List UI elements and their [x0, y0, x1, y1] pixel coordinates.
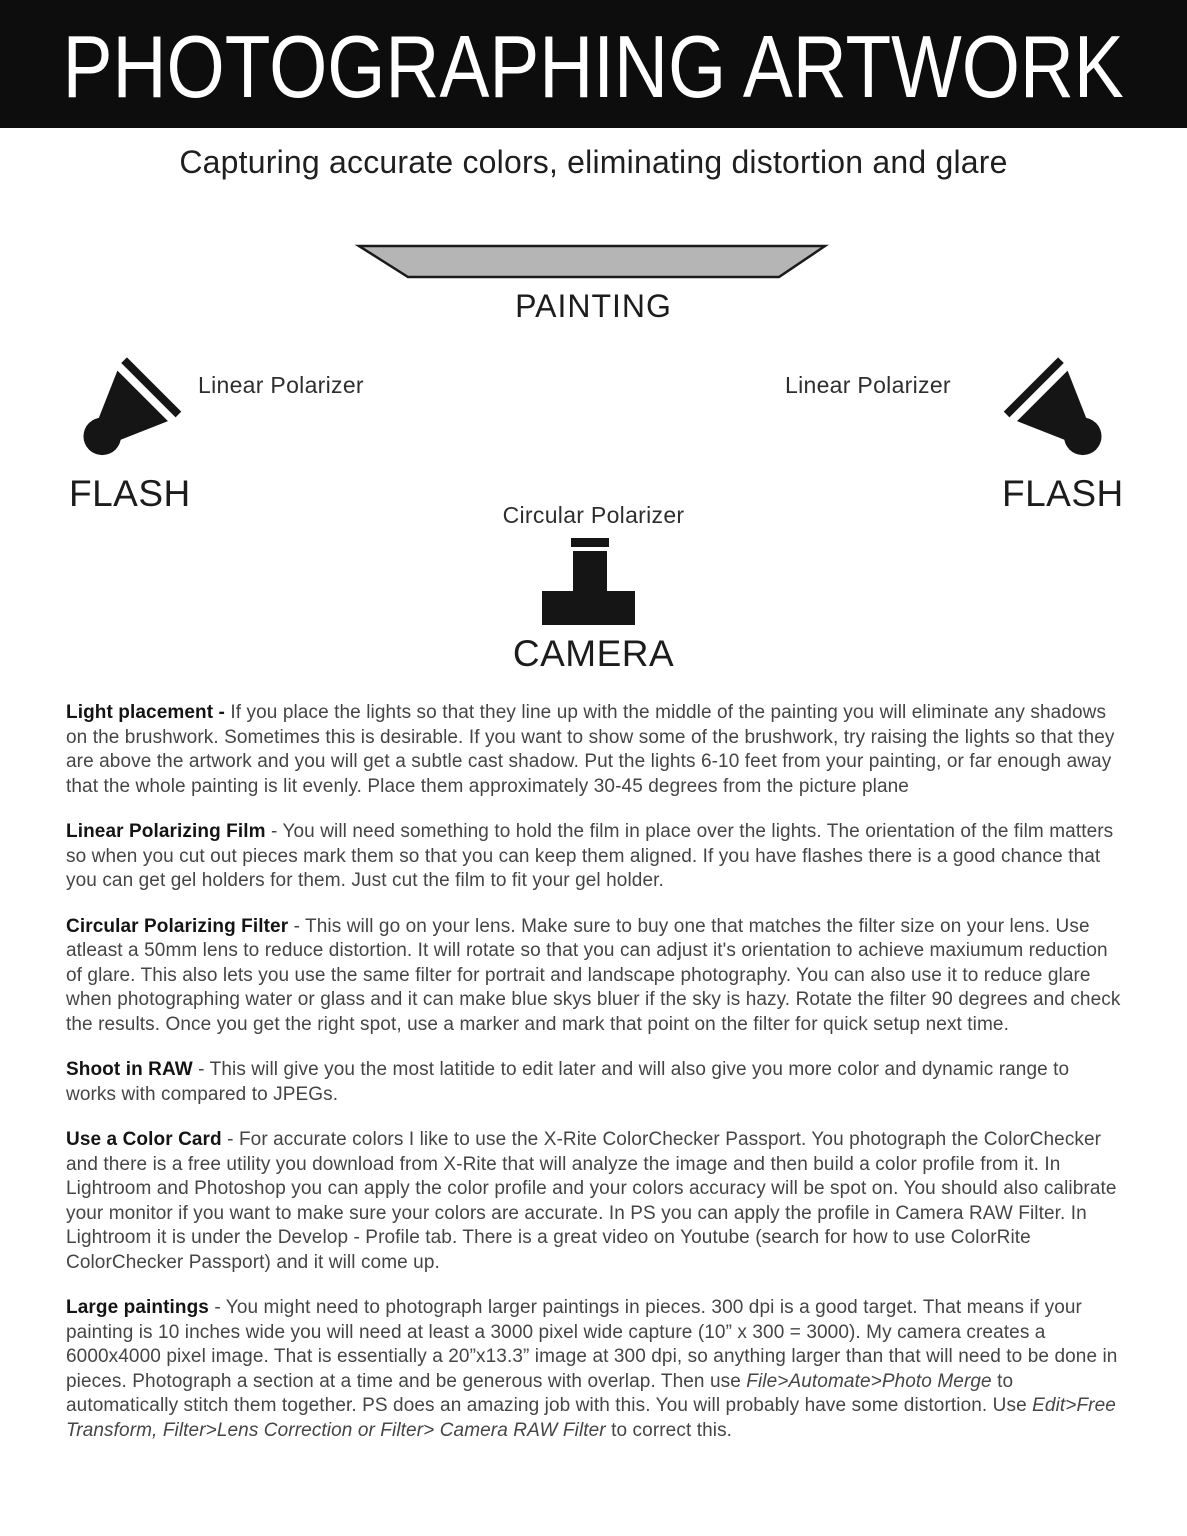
section-circular-polarizing-filter: Circular Polarizing Filter - This will go on your lens. Make sure to buy one that matches the filter size on your lens. Use atleast a 50mm lens to reduce distortion. It will rotate so that you can adjust it's orientation to achieve maxiumum reduction of glare. This also lets you use the same filter for portrait and landscape photography. You can also use it to reduce glare when photographing water or glass and it can make blue skys bluer if the sky is hazy. Rotate the filter 90 degrees and check the results. Once you get the right spot, use a marker and mark that point on the filter for quick setup next time. — [66, 915, 1121, 1035]
article-body — [66, 701, 1124, 1464]
section-linear-polarizing-film: Linear Polarizing Film - You will need something to hold the film in place over the lights. The orientation of the film matters so when you cut out pieces mark them so that you can keep them aligned. If you have flashes there is a good chance that you can get gel holders for them. Just cut the film to fit your gel holder. — [66, 821, 1114, 891]
linear-polarizer-left-label: Linear Polarizer — [198, 372, 364, 398]
painting-label: PAINTING — [515, 288, 672, 324]
camera-icon — [540, 538, 640, 628]
subtitle: Capturing accurate colors, eliminating distortion and glare — [179, 144, 1008, 180]
page-title: PHOTOGRAPHING ARTWORK — [62, 17, 1125, 116]
flash-right-label: FLASH — [1002, 473, 1124, 514]
section-large-paintings: Large paintings - You might need to photograph larger paintings in pieces. 300 dpi is a good target. That means if your painting is 10 inches wide you will need at least a 3000 pixel wide capture (10” x 300 = 3000). My camera creates a 6000x4000 pixel image. That is essentially a 20”x13.3” image at 300 dpi, so anything larger than that will need to be done in pieces. Photograph a section at a time and be generous with overlap. Then use File>Automate>Photo Merge to automatically stitch them together. PS does an amazing job with this. You will probably have some distortion. Use Edit>Free Transform, Filter>Lens Correction or Filter> Camera RAW Filter to correct this. — [66, 1297, 1118, 1441]
painting-panel — [359, 246, 825, 277]
camera-body — [542, 591, 635, 625]
linear-polarizer-right-label: Linear Polarizer — [785, 372, 951, 398]
flash-left-icon — [66, 351, 184, 469]
camera-label: CAMERA — [512, 633, 675, 674]
section-use-a-color-card: Use a Color Card - For accurate colors I like to use the X-Rite ColorChecker Passport. You photograph the ColorChecker and there is a free utility you download from X-Rite that will analyze the image and then build a color profile from it. In Lightroom and Photoshop you can apply the color profile and your colors accuracy will be spot on. You should also calibrate your monitor if you want to make sure your colors are accurate. In PS you can apply the profile in Camera RAW Filter. In Lightroom it is under the Develop - Profile tab. There is a great video on Youtube (search for how to use ColorRite ColorChecker Passport) and it will come up. — [66, 1129, 1117, 1273]
section-shoot-in-raw: Shoot in RAW - This will give you the most latitide to edit later and will also give you more color and dynamic range to works with compared to JPEGs. — [66, 1059, 1070, 1105]
painting-icon — [355, 244, 829, 280]
flash-right-icon — [1001, 351, 1119, 469]
flash-left-label: FLASH — [69, 473, 191, 514]
circular-polarizer-label: Circular Polarizer — [502, 502, 685, 528]
section-light-placement: Light placement - If you place the lights so that they line up with the middle of the painting you will eliminate any shadows on the brushwork. Sometimes this is desirable. If you want to show some of the brushwork, try raising the lights so that they are above the artwork and you will get a subtle cast shadow. Put the lights 6-10 feet from your painting, or far enough away that the whole painting is lit evenly. Place them approximately 30-45 degrees from the picture plane — [66, 702, 1115, 797]
circular-polarizer-filter-icon — [571, 538, 609, 547]
camera-lens — [573, 551, 607, 591]
